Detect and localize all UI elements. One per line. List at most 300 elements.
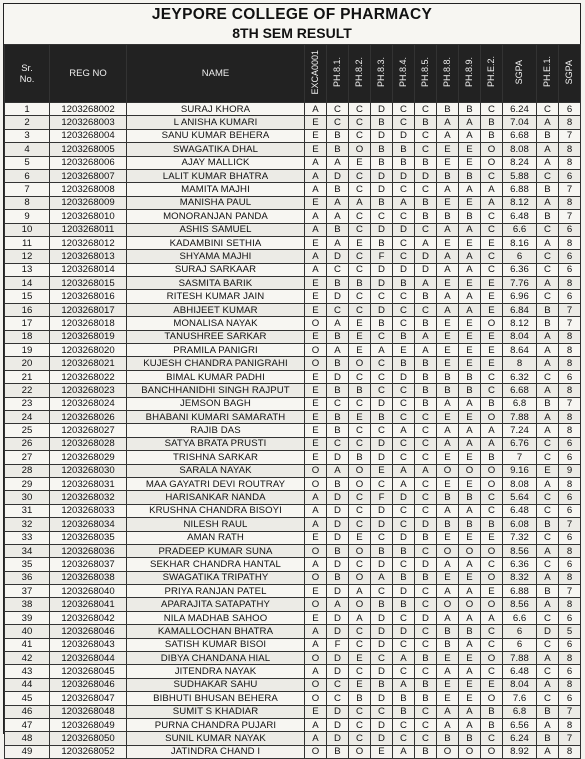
grade-cell: A bbox=[327, 344, 349, 357]
grade-cell: D bbox=[371, 625, 393, 638]
grade-cell: B bbox=[537, 705, 559, 718]
grade-cell: A bbox=[537, 598, 559, 611]
grade-cell: E bbox=[305, 410, 327, 423]
grade-cell: 8 bbox=[559, 330, 581, 343]
grade-cell: C bbox=[349, 718, 371, 731]
reg-no-cell: 1203268024 bbox=[50, 397, 127, 410]
grade-cell: 7.76 bbox=[503, 277, 537, 290]
reg-no-cell: 1203268037 bbox=[50, 558, 127, 571]
sr-no-cell: 17 bbox=[5, 317, 50, 330]
grade-cell: D bbox=[371, 665, 393, 678]
grade-cell: 7 bbox=[559, 129, 581, 142]
header-ph-8-5-label: PH.8.5. bbox=[420, 56, 430, 87]
sr-no-cell: 13 bbox=[5, 263, 50, 276]
grade-cell: C bbox=[393, 558, 415, 571]
grade-cell: E bbox=[437, 277, 459, 290]
grade-cell: C bbox=[349, 491, 371, 504]
grade-cell: A bbox=[371, 571, 393, 584]
grade-cell: A bbox=[393, 477, 415, 490]
grade-cell: C bbox=[415, 303, 437, 316]
student-name-cell: PRAMILA PANIGRI bbox=[127, 344, 305, 357]
grade-cell: A bbox=[459, 303, 481, 316]
grade-cell: C bbox=[481, 491, 503, 504]
header-ph-8-2-label: PH.8.2. bbox=[354, 56, 364, 87]
table-row bbox=[5, 370, 581, 383]
grade-cell: B bbox=[537, 210, 559, 223]
grade-cell: A bbox=[327, 210, 349, 223]
grade-cell: E bbox=[481, 585, 503, 598]
grade-cell: 8 bbox=[559, 477, 581, 490]
grade-cell: E bbox=[459, 344, 481, 357]
grade-cell: B bbox=[481, 116, 503, 129]
header-ph-8-2 bbox=[349, 45, 371, 103]
grade-cell: A bbox=[393, 652, 415, 665]
grade-cell: D bbox=[371, 718, 393, 731]
grade-cell: B bbox=[349, 451, 371, 464]
reg-no-cell: 1203268016 bbox=[50, 290, 127, 303]
grade-cell: C bbox=[481, 384, 503, 397]
grade-cell: O bbox=[305, 745, 327, 758]
grade-cell: A bbox=[327, 236, 349, 249]
grade-cell: 8.04 bbox=[503, 678, 537, 691]
grade-cell: 6.36 bbox=[503, 558, 537, 571]
grade-cell: C bbox=[415, 585, 437, 598]
student-name-cell: BIBHUTI BHUSAN BEHERA bbox=[127, 692, 305, 705]
grade-cell: B bbox=[415, 384, 437, 397]
grade-cell: C bbox=[371, 290, 393, 303]
grade-cell: B bbox=[437, 103, 459, 116]
grade-cell: A bbox=[437, 437, 459, 450]
grade-cell: D bbox=[393, 625, 415, 638]
grade-cell: C bbox=[349, 732, 371, 745]
grade-cell: C bbox=[371, 705, 393, 718]
grade-cell: 7.24 bbox=[503, 424, 537, 437]
reg-no-cell: 1203268007 bbox=[50, 169, 127, 182]
grade-cell: A bbox=[537, 410, 559, 423]
grade-cell: 6 bbox=[559, 263, 581, 276]
student-name-cell: MAMITA MAJHI bbox=[127, 183, 305, 196]
grade-cell: C bbox=[327, 303, 349, 316]
grade-cell: B bbox=[537, 585, 559, 598]
grade-cell: B bbox=[415, 196, 437, 209]
grade-cell: D bbox=[415, 518, 437, 531]
table-row bbox=[5, 718, 581, 731]
grade-cell: E bbox=[459, 652, 481, 665]
grade-cell: O bbox=[459, 598, 481, 611]
grade-cell: A bbox=[305, 250, 327, 263]
table-row bbox=[5, 598, 581, 611]
header-sr-line2: No. bbox=[19, 73, 35, 85]
grade-cell: O bbox=[481, 745, 503, 758]
grade-cell: C bbox=[537, 531, 559, 544]
reg-no-cell: 1203268020 bbox=[50, 344, 127, 357]
grade-cell: C bbox=[415, 598, 437, 611]
grade-cell: O bbox=[349, 357, 371, 370]
grade-cell: 6 bbox=[559, 531, 581, 544]
grade-cell: B bbox=[415, 290, 437, 303]
student-name-cell: SEKHAR CHANDRA HANTAL bbox=[127, 558, 305, 571]
sr-no-cell: 28 bbox=[5, 464, 50, 477]
grade-cell: 6 bbox=[559, 558, 581, 571]
grade-cell: O bbox=[305, 678, 327, 691]
grade-cell: A bbox=[415, 344, 437, 357]
grade-cell: D bbox=[327, 652, 349, 665]
grade-cell: B bbox=[537, 317, 559, 330]
grade-cell: C bbox=[371, 370, 393, 383]
table-row bbox=[5, 156, 581, 169]
header-ph-e-1-label: PH.E.1. bbox=[542, 56, 552, 88]
grade-cell: A bbox=[481, 196, 503, 209]
grade-cell: C bbox=[349, 437, 371, 450]
grade-cell: B bbox=[481, 705, 503, 718]
grade-cell: 6 bbox=[503, 625, 537, 638]
grade-cell: E bbox=[437, 317, 459, 330]
grade-cell: A bbox=[437, 558, 459, 571]
table-row bbox=[5, 705, 581, 718]
grade-cell: E bbox=[459, 156, 481, 169]
reg-no-cell: 1203268035 bbox=[50, 531, 127, 544]
grade-cell: E bbox=[437, 678, 459, 691]
grade-cell: 6.88 bbox=[503, 585, 537, 598]
table-row bbox=[5, 169, 581, 182]
grade-cell: E bbox=[349, 236, 371, 249]
grade-cell: E bbox=[481, 330, 503, 343]
grade-cell: A bbox=[437, 116, 459, 129]
grade-cell: 8 bbox=[503, 357, 537, 370]
grade-cell: E bbox=[437, 236, 459, 249]
sr-no-cell: 25 bbox=[5, 424, 50, 437]
grade-cell: C bbox=[481, 263, 503, 276]
student-name-cell: NILESH RAUL bbox=[127, 518, 305, 531]
reg-no-cell: 1203268041 bbox=[50, 598, 127, 611]
grade-cell: C bbox=[415, 638, 437, 651]
grade-cell: B bbox=[371, 196, 393, 209]
table-row bbox=[5, 625, 581, 638]
student-name-cell: MAA GAYATRI DEVI ROUTRAY bbox=[127, 477, 305, 490]
grade-cell: 8 bbox=[559, 424, 581, 437]
reg-no-cell: 1203268050 bbox=[50, 732, 127, 745]
table-row bbox=[5, 103, 581, 116]
grade-cell: O bbox=[437, 598, 459, 611]
grade-cell: 6.8 bbox=[503, 397, 537, 410]
header-ph-8-3 bbox=[371, 45, 393, 103]
grade-cell: 6.48 bbox=[503, 504, 537, 517]
grade-cell: D bbox=[327, 169, 349, 182]
grade-cell: B bbox=[327, 277, 349, 290]
grade-cell: C bbox=[349, 169, 371, 182]
grade-cell: C bbox=[371, 357, 393, 370]
header-reg-no: REG NO bbox=[50, 45, 127, 103]
grade-cell: A bbox=[459, 638, 481, 651]
grade-cell: B bbox=[327, 143, 349, 156]
grade-cell: A bbox=[437, 290, 459, 303]
grade-cell: D bbox=[371, 397, 393, 410]
grade-cell: 8 bbox=[559, 384, 581, 397]
grade-cell: A bbox=[437, 705, 459, 718]
grade-cell: C bbox=[537, 692, 559, 705]
grade-cell: E bbox=[481, 277, 503, 290]
sr-no-cell: 32 bbox=[5, 518, 50, 531]
grade-cell: E bbox=[349, 531, 371, 544]
grade-cell: C bbox=[415, 544, 437, 557]
grade-cell: C bbox=[481, 625, 503, 638]
grade-cell: E bbox=[537, 464, 559, 477]
grade-cell: 7 bbox=[559, 210, 581, 223]
sr-no-cell: 49 bbox=[5, 745, 50, 758]
grade-cell: A bbox=[349, 196, 371, 209]
grade-cell: C bbox=[393, 250, 415, 263]
grade-cell: E bbox=[459, 317, 481, 330]
grade-cell: A bbox=[393, 464, 415, 477]
grade-cell: D bbox=[393, 263, 415, 276]
student-name-cell: SWAGATIKA TRIPATHY bbox=[127, 571, 305, 584]
reg-no-cell: 1203268013 bbox=[50, 250, 127, 263]
grade-cell: C bbox=[537, 451, 559, 464]
grade-cell: O bbox=[305, 357, 327, 370]
table-row bbox=[5, 692, 581, 705]
grade-cell: E bbox=[437, 531, 459, 544]
student-name-cell: SUMIT S KHADIAR bbox=[127, 705, 305, 718]
grade-cell: A bbox=[305, 558, 327, 571]
grade-cell: C bbox=[481, 370, 503, 383]
grade-cell: C bbox=[481, 638, 503, 651]
grade-cell: E bbox=[305, 116, 327, 129]
grade-cell: E bbox=[349, 344, 371, 357]
sr-no-cell: 10 bbox=[5, 223, 50, 236]
grade-cell: E bbox=[305, 611, 327, 624]
grade-cell: C bbox=[415, 410, 437, 423]
grade-cell: E bbox=[459, 410, 481, 423]
grade-cell: C bbox=[537, 491, 559, 504]
grade-cell: A bbox=[437, 303, 459, 316]
grade-cell: A bbox=[459, 397, 481, 410]
grade-cell: C bbox=[393, 451, 415, 464]
sr-no-cell: 39 bbox=[5, 611, 50, 624]
grade-cell: D bbox=[371, 611, 393, 624]
grade-cell: A bbox=[537, 330, 559, 343]
student-name-cell: SATYA BRATA PRUSTI bbox=[127, 437, 305, 450]
grade-cell: O bbox=[305, 571, 327, 584]
grade-cell: O bbox=[349, 143, 371, 156]
result-table bbox=[4, 44, 581, 759]
grade-cell: A bbox=[305, 491, 327, 504]
grade-cell: C bbox=[349, 263, 371, 276]
table-row bbox=[5, 384, 581, 397]
grade-cell: C bbox=[349, 424, 371, 437]
table-row bbox=[5, 116, 581, 129]
grade-cell: C bbox=[481, 169, 503, 182]
grade-cell: 8.16 bbox=[503, 236, 537, 249]
grade-cell: A bbox=[537, 143, 559, 156]
grade-cell: E bbox=[459, 678, 481, 691]
grade-cell: C bbox=[349, 370, 371, 383]
grade-cell: E bbox=[349, 156, 371, 169]
grade-cell: 6 bbox=[559, 665, 581, 678]
sr-no-cell: 20 bbox=[5, 357, 50, 370]
reg-no-cell: 1203268036 bbox=[50, 544, 127, 557]
sr-no-cell: 46 bbox=[5, 705, 50, 718]
grade-cell: 7 bbox=[559, 705, 581, 718]
student-name-cell: SHYAMA MAJHI bbox=[127, 250, 305, 263]
grade-cell: O bbox=[481, 156, 503, 169]
grade-cell: A bbox=[537, 678, 559, 691]
grade-cell: A bbox=[305, 732, 327, 745]
grade-cell: A bbox=[437, 263, 459, 276]
sr-no-cell: 24 bbox=[5, 410, 50, 423]
grade-cell: E bbox=[437, 692, 459, 705]
grade-cell: D bbox=[371, 518, 393, 531]
sr-no-cell: 12 bbox=[5, 250, 50, 263]
grade-cell: C bbox=[371, 652, 393, 665]
header-exca0001-label: EXCA0001 bbox=[310, 49, 320, 95]
reg-no-cell: 1203268034 bbox=[50, 518, 127, 531]
student-name-cell: HARISANKAR NANDA bbox=[127, 491, 305, 504]
grade-cell: C bbox=[481, 504, 503, 517]
grade-cell: E bbox=[481, 290, 503, 303]
grade-cell: D bbox=[327, 665, 349, 678]
grade-cell: 8 bbox=[559, 156, 581, 169]
grade-cell: O bbox=[349, 598, 371, 611]
student-name-cell: SASMITA BARIK bbox=[127, 277, 305, 290]
grade-cell: A bbox=[459, 558, 481, 571]
grade-cell: E bbox=[437, 357, 459, 370]
grade-cell: E bbox=[437, 571, 459, 584]
grade-cell: O bbox=[305, 598, 327, 611]
grade-cell: B bbox=[415, 156, 437, 169]
reg-no-cell: 1203268052 bbox=[50, 745, 127, 758]
grade-cell: D bbox=[393, 370, 415, 383]
grade-cell: E bbox=[459, 692, 481, 705]
reg-no-cell: 1203268022 bbox=[50, 370, 127, 383]
student-name-cell: PURNA CHANDRA PUJARI bbox=[127, 718, 305, 731]
grade-cell: 6 bbox=[559, 638, 581, 651]
grade-cell: B bbox=[393, 357, 415, 370]
grade-cell: C bbox=[393, 611, 415, 624]
grade-cell: E bbox=[305, 129, 327, 142]
grade-cell: B bbox=[415, 397, 437, 410]
grade-cell: O bbox=[437, 544, 459, 557]
grade-cell: B bbox=[415, 210, 437, 223]
grade-cell: F bbox=[371, 250, 393, 263]
grade-cell: O bbox=[481, 317, 503, 330]
grade-cell: 8 bbox=[559, 344, 581, 357]
grade-cell: D bbox=[327, 370, 349, 383]
grade-cell: B bbox=[437, 169, 459, 182]
grade-cell: D bbox=[327, 625, 349, 638]
reg-no-cell: 1203268046 bbox=[50, 625, 127, 638]
student-name-cell: MONALISA NAYAK bbox=[127, 317, 305, 330]
grade-cell: D bbox=[371, 692, 393, 705]
grade-cell: C bbox=[481, 210, 503, 223]
grade-cell: E bbox=[349, 330, 371, 343]
header-ph-8-3-label: PH.8.3. bbox=[376, 56, 386, 87]
grade-cell: C bbox=[371, 477, 393, 490]
grade-cell: C bbox=[349, 103, 371, 116]
grade-cell: D bbox=[415, 558, 437, 571]
grade-cell: B bbox=[327, 330, 349, 343]
student-name-cell: PRADEEP KUMAR SUNA bbox=[127, 544, 305, 557]
grade-cell: A bbox=[327, 598, 349, 611]
table-row bbox=[5, 571, 581, 584]
grade-cell: E bbox=[459, 330, 481, 343]
grade-cell: B bbox=[415, 317, 437, 330]
grade-cell: C bbox=[349, 625, 371, 638]
grade-cell: C bbox=[393, 718, 415, 731]
grade-cell: O bbox=[481, 464, 503, 477]
reg-no-cell: 1203268026 bbox=[50, 410, 127, 423]
student-name-cell: PRIYA RANJAN PATEL bbox=[127, 585, 305, 598]
header-sr-no bbox=[5, 45, 50, 103]
grade-cell: C bbox=[537, 370, 559, 383]
reg-no-cell: 1203268006 bbox=[50, 156, 127, 169]
grade-cell: E bbox=[305, 705, 327, 718]
reg-no-cell: 1203268033 bbox=[50, 504, 127, 517]
student-name-cell: LALIT KUMAR BHATRA bbox=[127, 169, 305, 182]
grade-cell: A bbox=[305, 638, 327, 651]
grade-cell: B bbox=[481, 451, 503, 464]
grade-cell: C bbox=[537, 558, 559, 571]
grade-cell: A bbox=[537, 745, 559, 758]
grade-cell: B bbox=[371, 143, 393, 156]
grade-cell: A bbox=[327, 156, 349, 169]
reg-no-cell: 1203268046 bbox=[50, 678, 127, 691]
grade-cell: C bbox=[393, 103, 415, 116]
grade-cell: D bbox=[327, 718, 349, 731]
grade-cell: C bbox=[393, 638, 415, 651]
sr-no-cell: 42 bbox=[5, 652, 50, 665]
grade-cell: A bbox=[305, 223, 327, 236]
grade-cell: A bbox=[537, 196, 559, 209]
grade-cell: C bbox=[415, 477, 437, 490]
grade-cell: 7.88 bbox=[503, 410, 537, 423]
grade-cell: B bbox=[415, 692, 437, 705]
table-row bbox=[5, 451, 581, 464]
grade-cell: O bbox=[459, 745, 481, 758]
grade-cell: C bbox=[481, 665, 503, 678]
table-row bbox=[5, 638, 581, 651]
grade-cell: 6.48 bbox=[503, 210, 537, 223]
grade-cell: O bbox=[481, 410, 503, 423]
table-row bbox=[5, 518, 581, 531]
grade-cell: E bbox=[481, 357, 503, 370]
grade-cell: 6.8 bbox=[503, 705, 537, 718]
grade-cell: A bbox=[459, 611, 481, 624]
reg-no-cell: 1203268003 bbox=[50, 116, 127, 129]
grade-cell: B bbox=[371, 116, 393, 129]
header-sr-line1: Sr. bbox=[21, 62, 33, 74]
table-row bbox=[5, 344, 581, 357]
grade-cell: 6 bbox=[559, 451, 581, 464]
grade-cell: 6.68 bbox=[503, 129, 537, 142]
grade-cell: 6 bbox=[503, 250, 537, 263]
grade-cell: C bbox=[415, 223, 437, 236]
student-name-cell: KAMALLOCHAN BHATRA bbox=[127, 625, 305, 638]
grade-cell: A bbox=[349, 585, 371, 598]
grade-cell: 7 bbox=[559, 397, 581, 410]
grade-cell: D bbox=[393, 223, 415, 236]
grade-cell: 7 bbox=[559, 518, 581, 531]
grade-cell: 7 bbox=[559, 585, 581, 598]
grade-cell: A bbox=[459, 250, 481, 263]
grade-cell: E bbox=[349, 317, 371, 330]
grade-cell: E bbox=[459, 357, 481, 370]
student-name-cell: JEMSON BAGH bbox=[127, 397, 305, 410]
grade-cell: C bbox=[481, 558, 503, 571]
sr-no-cell: 30 bbox=[5, 491, 50, 504]
header-ph-8-9 bbox=[459, 45, 481, 103]
grade-cell: A bbox=[459, 183, 481, 196]
reg-no-cell: 1203268021 bbox=[50, 357, 127, 370]
